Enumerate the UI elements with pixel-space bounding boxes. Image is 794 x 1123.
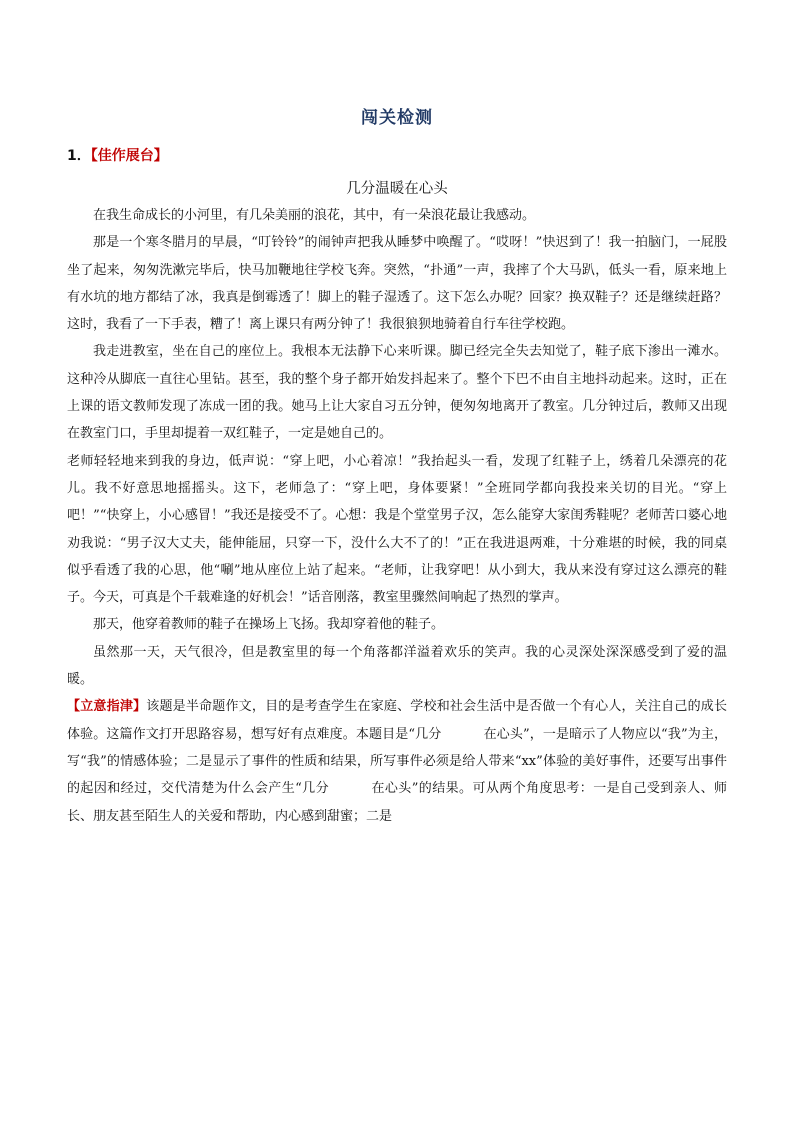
section-heading [67,145,168,165]
essay-paragraph: 我走进教室，坐在自己的座位上。我根本无法静下心来听课。脚已经完全失去知觉了，鞋子底下渗出一滩水。这种冷从脚底一直往心里钻。甚至，我的整个身子都开始发抖起来了。整个下巴不由自主地抖动起来。这时，正在上课的语文教师发现了冻成一团的我。她马上让大家自习五分钟，便匆匆地离开了教室。几分钟过后，教师又出现在教室门口，手里却提着一双红鞋子，一定是她自己的。 [67,344,727,442]
essay-title: 几分温暖在心头 [346,181,448,197]
analysis-text-3: 在心头”的结果。可从两个角度思考：一是自己受到亲人、师长、朋友甚至陌生人的关爱和帮助，内心感到甜蜜；二是 [67,781,727,824]
section-number: 1． [67,148,91,164]
essay-body [67,202,727,830]
essay-paragraph: 那天，他穿着教师的鞋子在操场上飞扬。我却穿着他的鞋子。 [93,617,445,633]
analysis-text-2: 在心头”，一是暗示了人物应以“我”为主，写“我”的情感体验；二是显示了事件的性质和结果，所写事件必须是给人带来“xx”体验的美好事件，还要写出事件的起因和经过，交代清楚为什么会产生“几分 [67,726,727,797]
section-tag: 【佳作展台】 [90,148,168,164]
analysis-text-1: 该题是半命题作文，目的是考查学生在家庭、学校和社会生活中是否做一个有心人，关注自己的成长体验。这篇作文打开思路容易，想写好有点难度。本题目是“几分 [67,699,727,742]
analysis-heading: 【立意指津】 [67,699,147,715]
analysis-paragraph [67,693,727,829]
essay-paragraph: 老师轻轻地来到我的身边，低声说：“穿上吧，小心着凉！”我抬起头一看，发现了红鞋子上，绣着几朵漂亮的花儿。我不好意思地摇摇头。这下，老师急了：“穿上吧，身体要紧！”全班同学都向我投来关切的目光。“穿上吧！”“快穿上，小心感冒！”我还是接受不了。心想：我是个堂堂男子汉，怎么能穿大家闺秀鞋呢？老师苦口婆心地劝我说：“男子汉大丈夫，能伸能屈，只穿一下，没什么大不了的！”正在我进退两难，十分难堪的时候，我的同桌似乎看透了我的心思，他“唰”地从座位上站了起来。“老师，让我穿吧！从小到大，我从来没有穿过这么漂亮的鞋子。今天，可真是个千载难逢的好机会！”话音刚落，教室里骤然间响起了热烈的掌声。 [67,453,727,606]
essay-paragraph: 虽然那一天，天气很冷，但是教室里的每一个角落都洋溢着欢乐的笑声。我的心灵深处深深感受到了爱的温暖。 [67,644,727,688]
page-title: 闯关检测 [361,108,433,128]
essay-paragraph: 那是一个寒冬腊月的早晨，“叮铃铃”的闹钟声把我从睡梦中唤醒了。“哎呀！”快迟到了！我一拍脑门，一屁股坐了起来，匆匆洗漱完毕后，快马加鞭地往学校飞奔。突然，“扑通”一声，我摔了个大马趴，低头一看，原来地上有水坑的地方都结了冰，我真是倒霉透了！脚上的鞋子湿透了。这下怎么办呢？回家？换双鞋子？还是继续赶路？这时，我看了一下手表，糟了！离上课只有两分钟了！我很狼狈地骑着自行车往学校跑。 [67,235,727,333]
essay-paragraph: 在我生命成长的小河里，有几朵美丽的浪花，其中，有一朵浪花最让我感动。 [93,208,536,223]
